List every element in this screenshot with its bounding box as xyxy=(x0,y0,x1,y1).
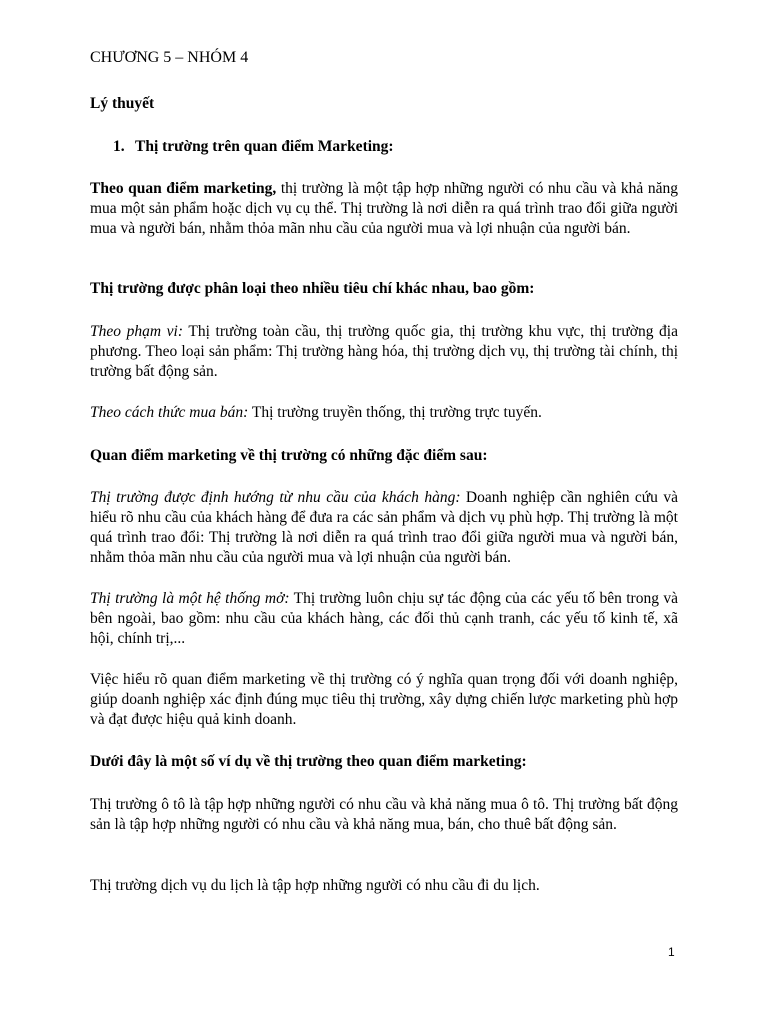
paragraph-text: Thị trường toàn cầu, thị trường quốc gia, thị trường khu vực, thị trường địa phương. Theo loại sản phẩm: Thị trường hàng hóa, thị trường dịch vụ, thị trường tài chính, thị trường bất động sản. xyxy=(90,323,678,380)
list-heading-text: Thị trường trên quan điểm Marketing: xyxy=(135,138,394,155)
paragraph-lead: Thị trường là một hệ thống mở: xyxy=(90,590,290,607)
paragraph-example-auto: Thị trường ô tô là tập hợp những người có nhu cầu và khả năng mua ô tô. Thị trường bất động sản là tập hợp những người có nhu cầu và khả năng mua, bán, cho thuê bất động sản. xyxy=(90,796,678,833)
paragraph-example-travel: Thị trường dịch vụ du lịch là tập hợp những người có nhu cầu đi du lịch. xyxy=(90,877,540,894)
paragraph-lead: Theo phạm vi: xyxy=(90,323,184,340)
paragraph-open-system xyxy=(90,589,678,649)
paragraph-lead: Theo quan điểm marketing, xyxy=(90,180,277,197)
section-heading: Lý thuyết xyxy=(90,95,155,112)
classification-heading: Thị trường được phân loại theo nhiều tiêu chí khác nhau, bao gồm: xyxy=(90,280,535,297)
paragraph-text: thị trường là một tập hợp những người có nhu cầu và khả năng mua một sản phẩm hoặc dịch vụ cụ thể. Thị trường là nơi diễn ra quá trình trao đổi giữa người mua và người bán, nhằm thỏa mãn nhu cầu của người mua và lợi nhuận của người bán. xyxy=(90,180,678,237)
paragraph-lead: Theo cách thức mua bán: xyxy=(90,404,249,421)
paragraph-text: Thị trường luôn chịu sự tác động của các yếu tố bên trong và bên ngoài, bao gồm: nhu cầu của khách hàng, các đối thủ cạnh tranh, các yếu tố kinh tế, xã hội, chính trị,... xyxy=(90,590,678,647)
numbered-heading xyxy=(113,137,678,157)
paragraph-scope xyxy=(90,322,678,382)
paragraph-text: Doanh nghiệp cần nghiên cứu và hiểu rõ nhu cầu của khách hàng để đưa ra các sản phẩm và dịch vụ phù hợp. Thị trường là một quá trình trao đổi: Thị trường là nơi diễn ra quá trình trao đổi giữa người mua và người bán, nhằm thỏa mãn nhu cầu của người mua và lợi nhuận của người bán. xyxy=(90,489,678,566)
paragraph-definition xyxy=(90,179,678,239)
paragraph-lead: Thị trường được định hướng từ nhu cầu của khách hàng: xyxy=(90,489,461,506)
paragraph-significance: Việc hiểu rõ quan điểm marketing về thị trường có ý nghĩa quan trọng đối với doanh nghiệp, giúp doanh nghiệp xác định đúng mục tiêu thị trường, xây dựng chiến lược marketing phù hợp và đạt được hiệu quả kinh doanh. xyxy=(90,671,678,728)
examples-heading: Dưới đây là một số ví dụ về thị trường theo quan điểm marketing: xyxy=(90,753,527,770)
paragraph-customer-needs xyxy=(90,488,678,568)
characteristics-heading: Quan điểm marketing về thị trường có những đặc điểm sau: xyxy=(90,447,488,464)
paragraph-trade-method xyxy=(90,403,678,423)
paragraph-text: Thị trường truyền thống, thị trường trực tuyến. xyxy=(248,404,542,421)
page-number: 1 xyxy=(668,945,675,959)
document-title: CHƯƠNG 5 – NHÓM 4 xyxy=(90,49,249,66)
list-number: 1. xyxy=(113,138,125,155)
